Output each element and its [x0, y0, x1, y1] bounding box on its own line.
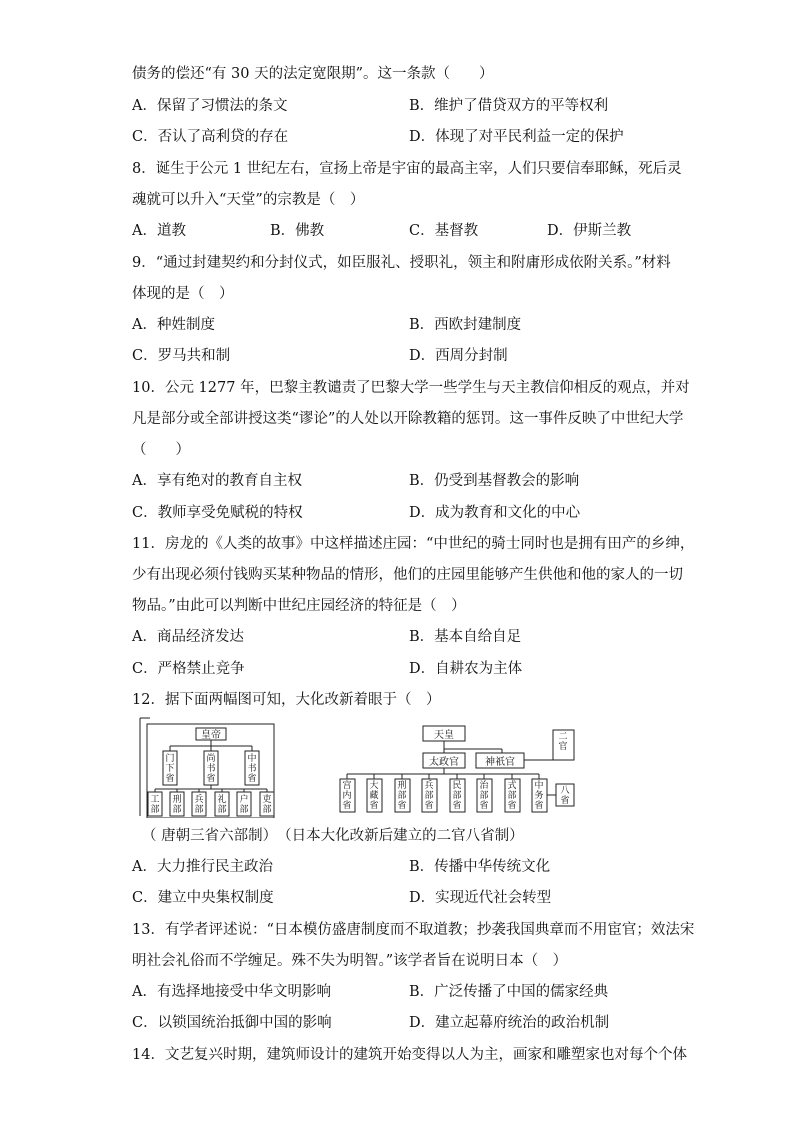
ministry-7: 式部省 — [507, 781, 517, 811]
q10-option-b[interactable]: B．仍受到基督教会的影响 — [409, 473, 580, 489]
tang-bu-5: 户部 — [239, 795, 249, 815]
q11-stem-line1: 11．房龙的《人类的故事》中这样描述庄园：“中世纪的骑士同时也是拥有田产的乡绅， — [132, 536, 695, 552]
japan-system-diagram — [336, 722, 576, 814]
q9-option-d[interactable]: D．西周分封制 — [409, 348, 508, 364]
q10-stem-line3: （ ） — [132, 442, 190, 458]
tang-bu-4: 礼部 — [217, 795, 227, 815]
q11-option-c[interactable]: C．严格禁止竞争 — [132, 661, 245, 677]
japan-emperor-label: 天皇 — [434, 730, 454, 741]
q13-option-a[interactable]: A．有选择地接受中华文明影响 — [132, 984, 331, 1000]
q8-option-a[interactable]: A．道教 — [132, 223, 186, 239]
ministry-6: 治部省 — [479, 781, 489, 811]
q8-stem-line2: 魂就可以升入“天堂”的宗教是（ ） — [132, 192, 365, 208]
ministry-1: 宫内省 — [342, 781, 352, 811]
jingikan-label: 神祇官 — [485, 757, 515, 768]
tang-bu-1: 工部 — [150, 795, 160, 815]
ministry-2: 大藏省 — [369, 781, 379, 811]
q10-stem-line2: 凡是部分或全部讲授这类“谬论”的人处以开除教籍的惩罚。这一事件反映了中世纪大学 — [132, 411, 684, 427]
q9-option-a[interactable]: A．种姓制度 — [132, 317, 215, 333]
q11-option-d[interactable]: D．自耕农为主体 — [409, 661, 523, 677]
q13-option-c[interactable]: C．以锁国统治抵御中国的影响 — [132, 1015, 332, 1031]
ministry-4: 兵部省 — [424, 781, 434, 811]
q7-option-a[interactable]: A．保留了习惯法的条文 — [132, 98, 288, 114]
q8-stem-line1: 8．诞生于公元 1 世纪左右，宣扬上帝是宇宙的最高主宰，人们只要信奉耶稣，死后灵 — [132, 161, 682, 177]
q8-option-b[interactable]: B．佛教 — [270, 223, 325, 239]
q12-option-d[interactable]: D．实现近代社会转型 — [409, 890, 552, 906]
q7-stem: 债务的偿还“有 30 天的法定宽限期”。这一条款（ ） — [132, 66, 494, 82]
tang-sheng-3: 中书省 — [247, 754, 257, 784]
q11-stem-line2: 少有出现必须付钱购买某种物品的情形，他们的庄园里能够产生供他和他的家人的一切 — [132, 567, 683, 583]
tang-system-diagram — [138, 716, 278, 818]
q10-option-c[interactable]: C．教师享受免赋税的特权 — [132, 505, 303, 521]
q7-option-d[interactable]: D．体现了对平民利益一定的保护 — [409, 129, 624, 145]
q8-option-c[interactable]: C．基督教 — [409, 223, 479, 239]
tang-sheng-1: 门下省 — [165, 754, 175, 784]
q13-option-d[interactable]: D．建立起幕府统治的政治机制 — [409, 1015, 610, 1031]
q12-stem: 12．据下面两幅图可知，大化改新着眼于（ ） — [132, 692, 441, 708]
q9-option-b[interactable]: B．西欧封建制度 — [409, 317, 522, 333]
q9-stem-line2: 体现的是（ ） — [132, 286, 234, 302]
q11-option-b[interactable]: B．基本自给自足 — [409, 629, 522, 645]
ministry-3: 刑部省 — [397, 781, 407, 811]
q14-stem-line1: 14．文艺复兴时期，建筑师设计的建筑开始变得以人为主，画家和雕塑家也对每个个体 — [132, 1047, 687, 1063]
tang-bu-3: 兵部 — [194, 795, 204, 815]
q9-stem-line1: 9．“通过封建契约和分封仪式，如臣服礼、授职礼，领主和附庸形成依附关系。”材料 — [132, 255, 671, 271]
ministry-5: 民部省 — [452, 781, 462, 811]
q12-option-b[interactable]: B．传播中华传统文化 — [409, 859, 551, 875]
q13-stem-line1: 13．有学者评述说：“日本模仿盛唐制度而不取道教；抄袭我国典章而不用宦官；效法宋 — [132, 922, 695, 938]
q13-option-b[interactable]: B．广泛传播了中国的儒家经典 — [409, 984, 609, 1000]
q12-option-a[interactable]: A．大力推行民主政治 — [132, 859, 273, 875]
ergan-label: 二官 — [558, 732, 568, 752]
q7-option-b[interactable]: B．维护了借贷双方的平等权利 — [409, 98, 609, 114]
ministry-8: 中务省 — [534, 781, 544, 811]
q10-option-d[interactable]: D．成为教育和文化的中心 — [409, 505, 581, 521]
q12-option-c[interactable]: C．建立中央集权制度 — [132, 890, 274, 906]
q11-stem-line3: 物品。”由此可以判断中世纪庄园经济的特征是（ ） — [132, 598, 466, 614]
dajokan-label: 太政官 — [429, 757, 459, 768]
q11-option-a[interactable]: A．商品经济发达 — [132, 629, 244, 645]
tang-bu-2: 刑部 — [172, 795, 182, 815]
tang-emperor-label: 皇帝 — [201, 730, 221, 741]
q8-option-d[interactable]: D．伊斯兰教 — [547, 223, 632, 239]
tang-bu-6: 吏部 — [262, 795, 272, 815]
q10-stem-line1: 10．公元 1277 年，巴黎主教谴责了巴黎大学一些学生与天主教信仰相反的观点，并对 — [132, 380, 690, 396]
q10-option-a[interactable]: A．享有绝对的教育自主权 — [132, 473, 302, 489]
q7-option-c[interactable]: C．否认了高利贷的存在 — [132, 129, 289, 145]
tang-sheng-2: 尚书省 — [206, 754, 216, 784]
q9-option-c[interactable]: C．罗马共和制 — [132, 348, 231, 364]
q12-diagram-caption: （ 唐朝三省六部制） （日本大化改新后建立的二官八省制） — [142, 828, 524, 844]
basheng-label: 八省 — [560, 786, 570, 806]
q13-stem-line2: 明社会礼俗而不学缠足。殊不失为明智。”该学者旨在说明日本（ ） — [132, 953, 568, 969]
